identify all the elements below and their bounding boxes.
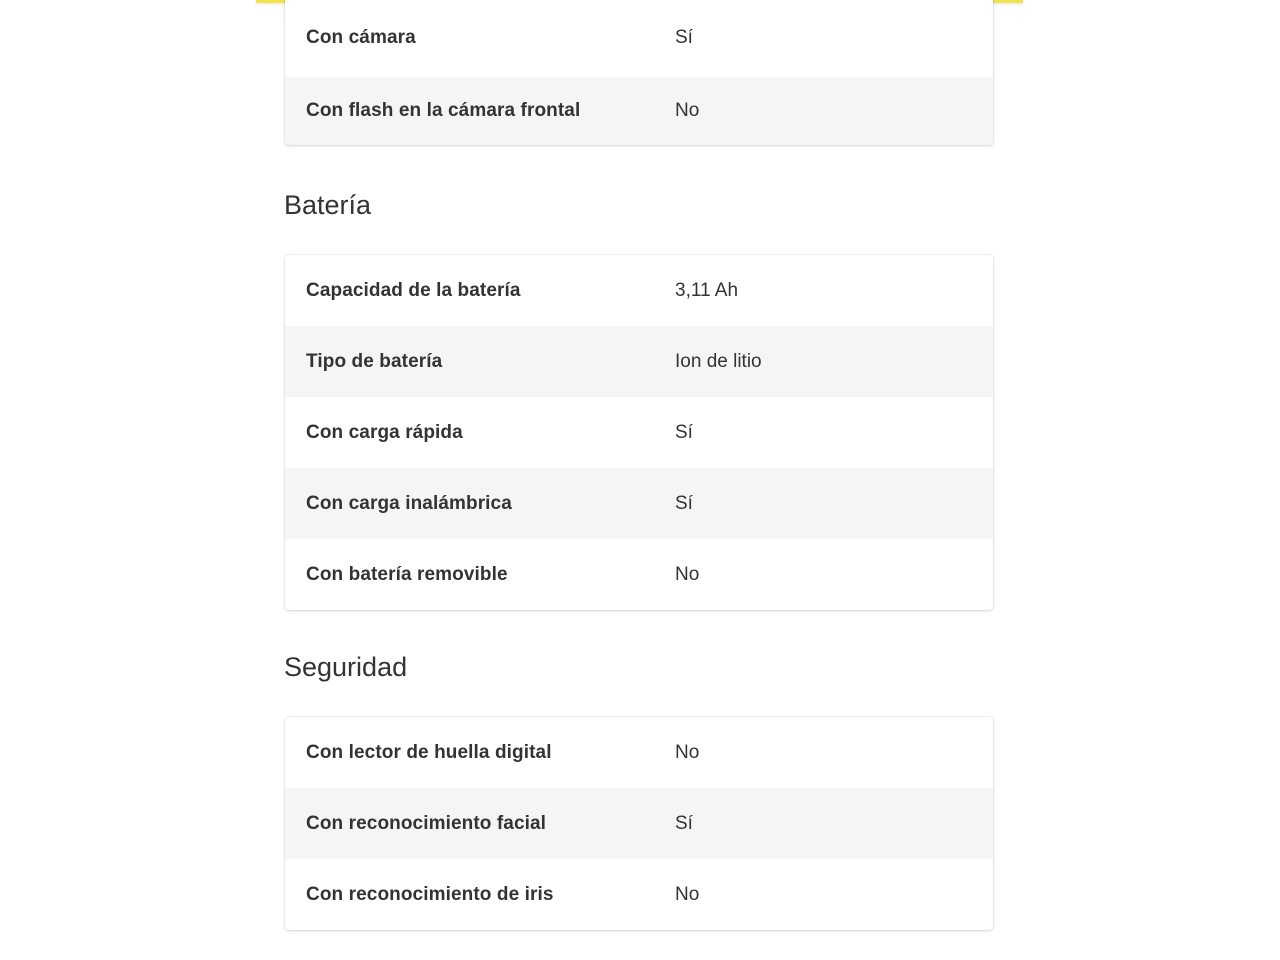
spec-value: Sí: [675, 27, 693, 48]
spec-value: 3,11 Ah: [675, 279, 739, 301]
spec-value: Sí: [675, 492, 693, 514]
spec-value: No: [675, 741, 700, 763]
spec-value: No: [675, 100, 700, 121]
table-row: [285, 468, 993, 539]
camera-specs-table: [285, 0, 993, 145]
table-row: [285, 77, 993, 145]
spec-value: Ion de litio: [675, 350, 762, 372]
table-row: [285, 539, 993, 610]
spec-label: Con flash en la cámara frontal: [306, 100, 581, 121]
table-row: [285, 326, 993, 397]
spec-value: Sí: [675, 421, 693, 443]
spec-label: Con reconocimiento facial: [306, 812, 547, 834]
spec-label: Con lector de huella digital: [306, 741, 552, 763]
spec-label: Con reconocimiento de iris: [306, 883, 554, 905]
section-title-battery: Batería: [284, 190, 372, 220]
table-row: [285, 717, 993, 788]
spec-value: No: [675, 563, 700, 585]
battery-specs-table: [285, 255, 993, 610]
table-row: [285, 0, 993, 77]
spec-value: No: [675, 883, 700, 905]
table-row: [285, 397, 993, 468]
table-row: [285, 788, 993, 859]
spec-label: Con carga inalámbrica: [306, 492, 512, 514]
security-specs-table: [285, 717, 993, 930]
spec-label: Con cámara: [306, 27, 416, 48]
spec-label: Tipo de batería: [306, 350, 443, 372]
spec-label: Con batería removible: [306, 563, 508, 585]
spec-value: Sí: [675, 812, 693, 834]
table-row: [285, 255, 993, 326]
section-title-security: Seguridad: [284, 652, 408, 682]
table-row: [285, 859, 993, 930]
spec-label: Con carga rápida: [306, 421, 463, 443]
spec-label: Capacidad de la batería: [306, 279, 521, 301]
